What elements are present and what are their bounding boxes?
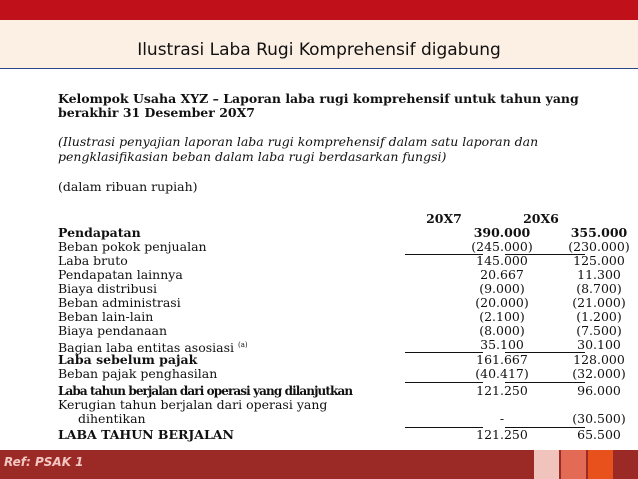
- value-20x6: 128.000: [573, 352, 625, 367]
- value-20x7: 161.667: [476, 352, 528, 367]
- unit-note: (dalam ribuan rupiah): [58, 179, 198, 194]
- table-row: [58, 398, 598, 412]
- table-row: [58, 281, 622, 296]
- value-20x7: (40.417): [475, 366, 529, 381]
- table-row: [58, 352, 625, 367]
- table-row: [58, 411, 626, 426]
- value-20x7: -: [499, 411, 505, 426]
- row-label: Beban lain-lain: [58, 309, 154, 324]
- table-row: [58, 295, 626, 310]
- table-row: [58, 323, 622, 338]
- value-20x6: 355.000: [570, 225, 628, 240]
- table-row: [58, 239, 630, 254]
- value-20x6: (32.000): [572, 366, 626, 381]
- row-label: LABA TAHUN BERJALAN: [58, 427, 234, 442]
- row-label: Laba tahun berjalan dari operasi yang dilanjutkan: [58, 384, 353, 398]
- value-20x6: (7.500): [576, 323, 622, 338]
- table-row: [58, 309, 622, 324]
- value-20x7: 20.667: [480, 267, 524, 282]
- value-20x7: 390.000: [473, 225, 531, 240]
- row-label: Laba bruto: [58, 253, 128, 268]
- value-20x6: (21.000): [572, 295, 626, 310]
- row-label: Bagian laba entitas asosiasi: [58, 340, 234, 356]
- value-20x7: (20.000): [475, 295, 529, 310]
- subtotal-line: [405, 382, 483, 383]
- value-20x7: (8.000): [479, 323, 525, 338]
- value-20x6: (30.500): [572, 411, 626, 426]
- value-20x6: 65.500: [577, 427, 621, 442]
- table-row: [58, 337, 621, 356]
- table-row: [58, 383, 621, 398]
- table-row: [58, 366, 626, 381]
- value-20x7: 121.250: [476, 383, 528, 398]
- value-20x7: 145.000: [476, 253, 528, 268]
- value-20x6: (1.200): [576, 309, 622, 324]
- row-label: Kerugian tahun berjalan dari operasi yang: [58, 397, 328, 412]
- statement-note: (Ilustrasi penyajian laporan laba rugi komprehensif dalam satu laporan dan pengklasifikasian beban dalam laba rugi berdasarkan fungsi): [58, 134, 539, 164]
- table-row: [58, 427, 621, 442]
- value-20x6: (230.000): [568, 239, 630, 254]
- statement-heading: Kelompok Usaha XYZ – Laporan laba rugi komprehensif untuk tahun yang berakhir 31 Desember 20X7: [58, 91, 579, 120]
- value-20x6: 125.000: [573, 253, 625, 268]
- row-label: Pendapatan lainnya: [58, 267, 183, 282]
- row-label: Pendapatan: [58, 225, 141, 240]
- value-20x7: (2.100): [479, 309, 525, 324]
- decor-square: [534, 450, 559, 479]
- decor-square: [561, 450, 586, 479]
- row-label: dihentikan: [78, 411, 146, 426]
- row-label: Laba sebelum pajak: [58, 352, 198, 367]
- reference-label: Ref: PSAK 1: [4, 455, 84, 469]
- value-20x7: (245.000): [471, 239, 533, 254]
- value-20x6: 96.000: [577, 383, 621, 398]
- column-header-20x6: 20X6: [523, 211, 559, 226]
- table-row: [58, 253, 625, 268]
- value-20x7: (9.000): [479, 281, 525, 296]
- slide-title: Ilustrasi Laba Rugi Komprehensif digabung: [137, 40, 501, 60]
- footnote-marker: (a): [237, 341, 248, 349]
- top-accent-bar: [0, 0, 638, 20]
- value-20x7: 121.250: [476, 427, 528, 442]
- value-20x6: 11.300: [577, 267, 621, 282]
- row-label: Beban pokok penjualan: [58, 239, 207, 254]
- row-label: Biaya distribusi: [58, 281, 157, 296]
- row-label: Beban administrasi: [58, 295, 181, 310]
- value-20x7: 35.100: [480, 337, 524, 352]
- table-row: [58, 225, 628, 240]
- row-label: Beban pajak penghasilan: [58, 366, 218, 381]
- decor-square: [588, 450, 613, 479]
- value-20x6: 30.100: [577, 337, 621, 352]
- table-row: [58, 267, 621, 282]
- column-header-20x7: 20X7: [426, 211, 462, 226]
- value-20x6: (8.700): [576, 281, 622, 296]
- row-label: Biaya pendanaan: [58, 323, 168, 338]
